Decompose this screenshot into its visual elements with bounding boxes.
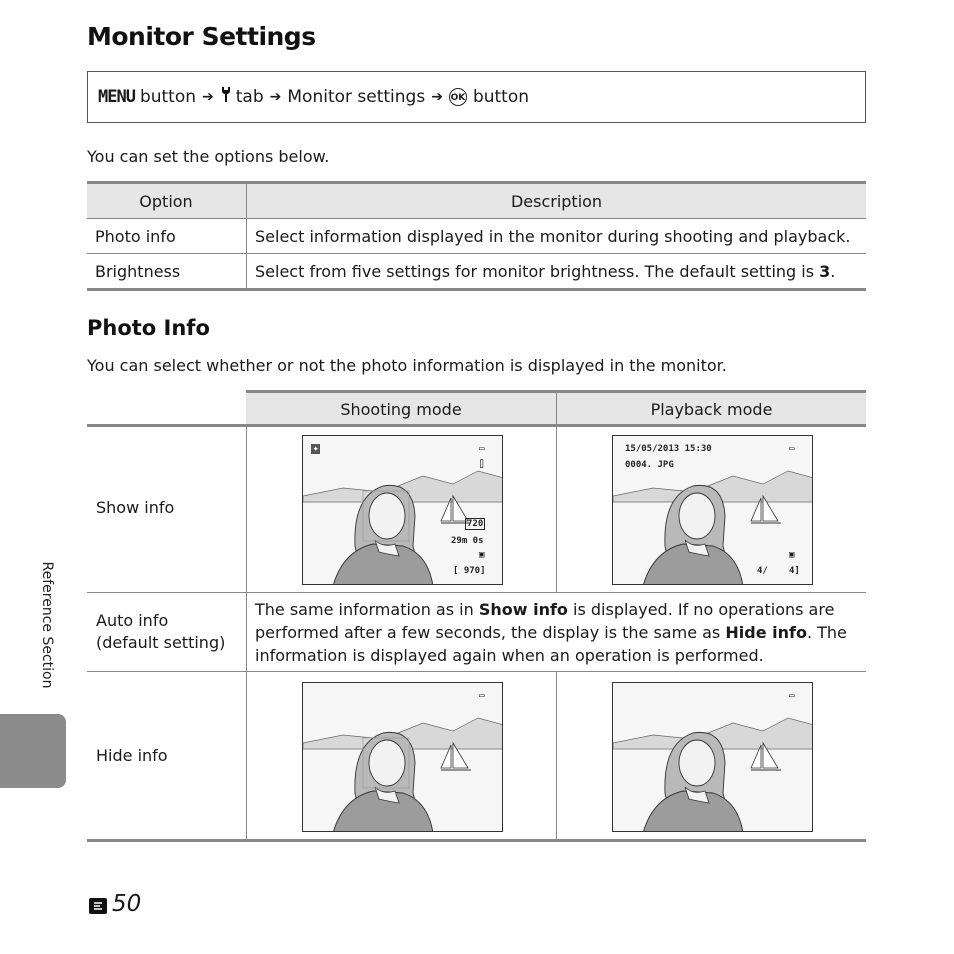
counter-osd-a: 4/	[757, 566, 768, 576]
nav-step-button: button	[139, 87, 197, 107]
remaining-time-osd: 29m 0s	[451, 536, 484, 546]
arrow-right-icon: ➔	[202, 89, 214, 105]
page-number-text: 50	[112, 891, 142, 917]
option-brightness: Brightness	[87, 254, 247, 290]
wrench-icon	[220, 86, 232, 108]
counter-osd-b: 4]	[789, 566, 800, 576]
playback-show-info-image: 15/05/2013 15:30 0004. JPG ▭ ▣ 4/ 4]	[612, 435, 813, 585]
options-table	[87, 181, 866, 291]
nav-step-tab: tab	[235, 87, 264, 107]
row-label-show-info: Show info	[96, 498, 175, 517]
header-option: Option	[87, 183, 247, 219]
ok-button-icon: OK	[449, 88, 467, 106]
frame-count-osd: [ 970]	[453, 566, 486, 576]
reference-section-icon	[87, 895, 109, 913]
row-label-hide-info: Hide info	[96, 746, 168, 765]
nav-step-ok-button: button	[472, 87, 530, 107]
datetime-osd: 15/05/2013 15:30	[625, 444, 712, 454]
table-row	[87, 219, 866, 254]
table-header-row	[87, 183, 866, 219]
header-description: Description	[247, 183, 867, 219]
row-label-auto-info: Auto info	[96, 611, 169, 630]
description-photo-info: Select information displayed in the monitor during shooting and playback.	[247, 219, 867, 254]
row-label-auto-info-default: (default setting)	[96, 633, 226, 652]
playback-hide-info-image: ▭	[612, 682, 813, 832]
section-tab	[0, 714, 66, 788]
filename-osd: 0004. JPG	[625, 460, 674, 470]
arrow-right-icon: ➔	[269, 89, 282, 105]
header-shooting-mode: Shooting mode	[246, 390, 556, 426]
option-photo-info: Photo info	[87, 219, 247, 254]
side-label-reference-section: Reference Section	[39, 561, 55, 689]
photo-info-intro: You can select whether or not the photo information is displayed in the monitor.	[87, 356, 727, 375]
photo-info-table	[87, 390, 866, 842]
shooting-show-info-image: ✦ ▭ ⌷ 720 29m 0s ▣ [ 970]	[302, 435, 503, 585]
menu-path-box	[87, 71, 866, 123]
menu-icon: MENU	[98, 87, 135, 107]
page-title: Monitor Settings	[87, 22, 316, 51]
nav-step-monitor-settings: Monitor settings	[287, 87, 426, 107]
section-heading-photo-info: Photo Info	[87, 316, 210, 340]
intro-text: You can set the options below.	[87, 147, 330, 166]
auto-info-description: The same information as in Show info is displayed. If no operations are performed after a few seconds, the display is the same as Hide info. The information is displayed again when an operation is performed.	[255, 600, 847, 665]
description-brightness: Select from five settings for monitor brightness. The default setting is 3.	[247, 254, 867, 290]
resolution-osd: 720	[467, 519, 484, 529]
arrow-right-icon: ➔	[431, 89, 443, 105]
header-playback-mode: Playback mode	[557, 390, 866, 426]
page-number	[87, 891, 141, 917]
table-row	[87, 254, 866, 290]
shooting-hide-info-image: ▭	[302, 682, 503, 832]
